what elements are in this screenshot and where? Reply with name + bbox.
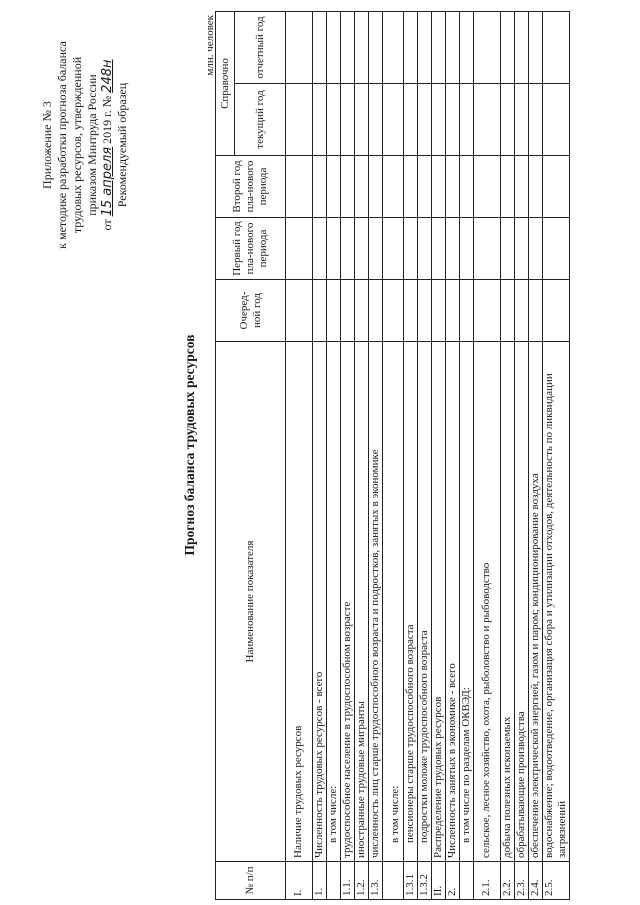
row-num: 1.3.1: [404, 862, 418, 900]
appendix-ref-line: к методике разработки прогноза баланса: [55, 41, 69, 249]
table-row: [355, 11, 369, 899]
row-num: 2.5.: [543, 862, 570, 900]
cell: [355, 84, 369, 156]
cell: [432, 218, 446, 280]
cell: [341, 84, 355, 156]
cell: [355, 280, 369, 342]
cell: [327, 218, 341, 280]
row-name: Наличие трудовых ресурсов: [286, 342, 313, 862]
cell: [327, 156, 341, 218]
cell: [404, 280, 418, 342]
row-num: [383, 862, 404, 900]
row-num: 1.3.: [369, 862, 383, 900]
cell: [341, 11, 355, 83]
table-row: [327, 11, 341, 899]
handwritten-number: 248н: [100, 59, 115, 93]
cell: [313, 156, 327, 218]
cell: [418, 84, 432, 156]
col-header-plan-year-2: Второй год пла-нового периода: [216, 156, 286, 218]
table-row: [515, 11, 529, 899]
cell: [341, 280, 355, 342]
cell: [432, 280, 446, 342]
cell: [383, 218, 404, 280]
cell: [501, 156, 515, 218]
cell: [446, 156, 460, 218]
cell: [383, 280, 404, 342]
cell: [404, 11, 418, 83]
row-name: обеспечение электрической энергией, газом и паром; кондиционирование воздуха: [529, 342, 543, 862]
cell: [460, 84, 474, 156]
row-name: Численность трудовых ресурсов - всего: [313, 342, 327, 862]
cell: [383, 11, 404, 83]
row-num: 1.2.: [355, 862, 369, 900]
cell: [474, 218, 501, 280]
cell: [460, 218, 474, 280]
document-title: Прогноз баланса трудовых ресурсов: [182, 334, 197, 556]
col-header-num: № п/п: [216, 862, 286, 900]
row-num: [460, 862, 474, 900]
col-header-reference: Справочно: [216, 11, 235, 155]
row-name: Численность занятых в экономике - всего: [446, 342, 460, 862]
row-name: водоснабжение; водоотведение, организация сбора и утилизации отходов, деятельность по ликвидации загрязнений: [543, 342, 570, 862]
cell: [474, 84, 501, 156]
cell: [515, 11, 529, 83]
row-num: 2.2.: [501, 862, 515, 900]
appendix-date-line: [100, 15, 115, 275]
row-num: 1.1.: [341, 862, 355, 900]
row-name: иностранные трудовые мигранты: [355, 342, 369, 862]
table-row: [529, 11, 543, 899]
cell: [543, 11, 570, 83]
appendix-ref-line: приказом Минтруда России: [85, 74, 99, 216]
units-label: млн. человек: [204, 15, 216, 76]
cell: [501, 84, 515, 156]
cell: [543, 218, 570, 280]
cell: [460, 280, 474, 342]
cell: [446, 84, 460, 156]
row-name: подростки моложе трудоспособного возраста: [418, 342, 432, 862]
cell: [446, 11, 460, 83]
cell: [327, 11, 341, 83]
table-row: [432, 11, 446, 899]
col-header-plan-year-1: Первый год пла-нового периода: [216, 218, 286, 280]
cell: [404, 84, 418, 156]
col-header-current-year: текущий год: [235, 84, 286, 156]
cell: [474, 280, 501, 342]
table-row: [383, 11, 404, 899]
cell: [313, 218, 327, 280]
cell: [369, 84, 383, 156]
appendix-number: Приложение № 3: [40, 101, 54, 189]
cell: [474, 156, 501, 218]
col-header-report-year: отчетный год: [235, 11, 286, 83]
row-num: 2.3.: [515, 862, 529, 900]
table-row: [341, 11, 355, 899]
row-name: в том числе:: [327, 342, 341, 862]
cell: [432, 84, 446, 156]
table-row: [418, 11, 432, 899]
cell: [515, 218, 529, 280]
cell: [529, 218, 543, 280]
appendix-header: [40, 15, 130, 275]
cell: [446, 218, 460, 280]
cell: [529, 156, 543, 218]
cell: [418, 156, 432, 218]
cell: [383, 84, 404, 156]
cell: [313, 280, 327, 342]
cell: [341, 218, 355, 280]
year-text: 2019 г. №: [100, 95, 114, 144]
row-name: в том числе по разделам ОКВЭД:: [460, 342, 474, 862]
cell: [432, 156, 446, 218]
cell: [418, 11, 432, 83]
cell: [501, 11, 515, 83]
row-name: пенсионеры старше трудоспособного возраста: [404, 342, 418, 862]
table-row: [460, 11, 474, 899]
row-name: обрабатывающие производства: [515, 342, 529, 862]
table-row: [446, 11, 460, 899]
forecast-table: [215, 11, 570, 900]
appendix-ref-line: трудовых ресурсов, утвержденной: [70, 56, 84, 234]
row-num: I.: [286, 862, 313, 900]
row-num: 1.: [313, 862, 327, 900]
table-row: [543, 11, 570, 899]
table-row: [474, 11, 501, 899]
cell: [432, 11, 446, 83]
row-num: II.: [432, 862, 446, 900]
table-row: [369, 11, 383, 899]
cell: [529, 84, 543, 156]
cell: [369, 280, 383, 342]
row-num: 2.4.: [529, 862, 543, 900]
cell: [543, 156, 570, 218]
row-name: сельское, лесное хозяйство, охота, рыболовство и рыбоводство: [474, 342, 501, 862]
cell: [515, 280, 529, 342]
cell: [355, 218, 369, 280]
col-header-name: Наименование показателя: [216, 342, 286, 862]
cell: [529, 11, 543, 83]
cell: [515, 84, 529, 156]
row-name: Распределение трудовых ресурсов: [432, 342, 446, 862]
cell: [286, 218, 313, 280]
row-num: 2.1.: [474, 862, 501, 900]
cell: [446, 280, 460, 342]
handwritten-date: 15 апреля: [100, 146, 115, 217]
cell: [327, 84, 341, 156]
cell: [355, 11, 369, 83]
cell: [341, 156, 355, 218]
table-row: [313, 11, 327, 899]
cell: [460, 156, 474, 218]
cell: [286, 156, 313, 218]
row-num: 1.3.2: [418, 862, 432, 900]
cell: [529, 280, 543, 342]
row-name: в том числе:: [383, 342, 404, 862]
cell: [313, 84, 327, 156]
cell: [418, 280, 432, 342]
row-num: 2.: [446, 862, 460, 900]
cell: [286, 280, 313, 342]
cell: [501, 218, 515, 280]
cell: [313, 11, 327, 83]
cell: [474, 11, 501, 83]
cell: [369, 218, 383, 280]
row-name: добыча полезных ископаемых: [501, 342, 515, 862]
table-row: [404, 11, 418, 899]
cell: [460, 11, 474, 83]
cell: [543, 280, 570, 342]
cell: [355, 156, 369, 218]
cell: [369, 156, 383, 218]
col-header-next-year: Очеред-ной год: [216, 280, 286, 342]
from-word: от: [100, 219, 114, 231]
cell: [515, 156, 529, 218]
cell: [418, 218, 432, 280]
cell: [286, 84, 313, 156]
row-name: численность лиц старше трудоспособного возраста и подростков, занятых в экономике: [369, 342, 383, 862]
sample-label: Рекомендуемый образец: [115, 82, 129, 208]
cell: [543, 84, 570, 156]
cell: [383, 156, 404, 218]
row-name: трудоспособное население в трудоспособном возрасте: [341, 342, 355, 862]
cell: [404, 156, 418, 218]
table-row: [286, 11, 313, 899]
row-num: [327, 862, 341, 900]
cell: [369, 11, 383, 83]
cell: [286, 11, 313, 83]
cell: [404, 218, 418, 280]
cell: [327, 280, 341, 342]
table-row: [501, 11, 515, 899]
cell: [501, 280, 515, 342]
